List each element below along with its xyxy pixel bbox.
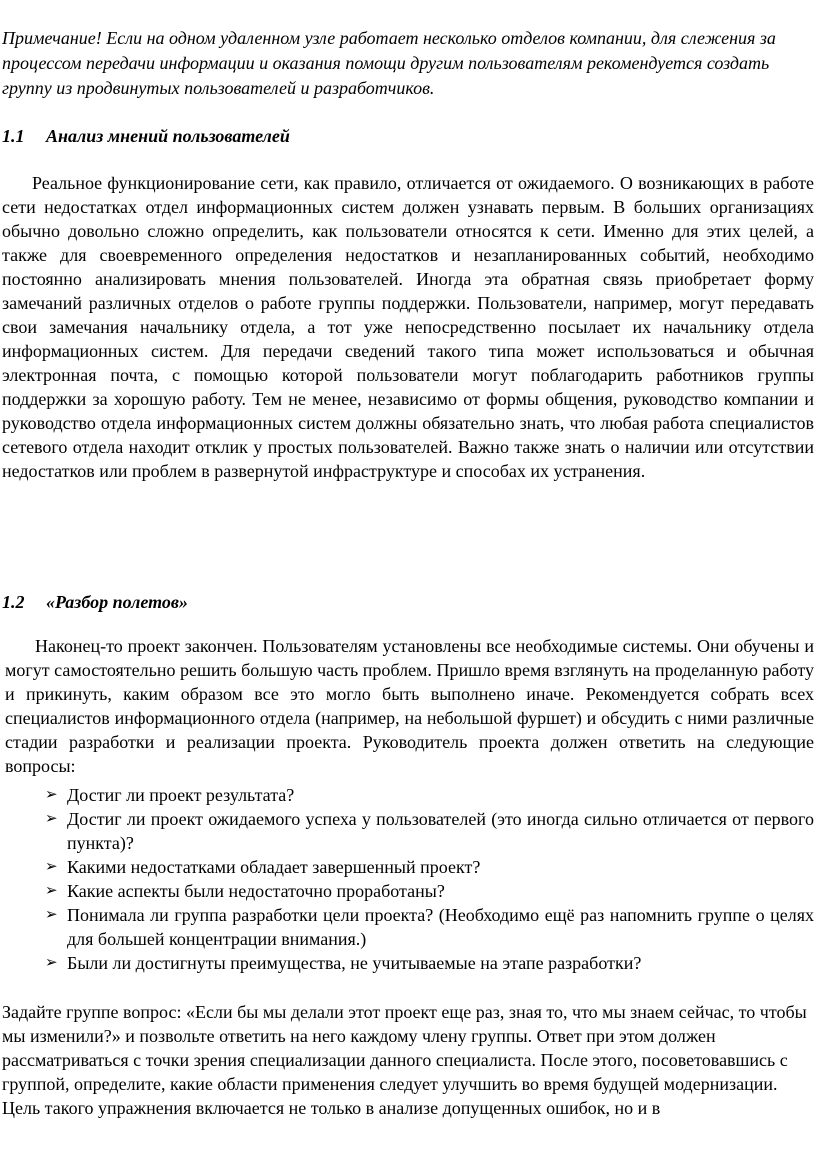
- question-list: [45, 783, 814, 975]
- list-item-text: Понимала ли группа разработки цели проекта? (Необходимо ещё раз напомнить группе о целях для большей концентрации внимания.): [67, 905, 814, 949]
- list-item-text: Достиг ли проект ожидаемого успеха у пользователей (это иногда сильно отличается от первого пункта)?: [67, 809, 814, 853]
- arrow-bullet-icon: ➢: [45, 955, 58, 971]
- list-item-text: Были ли достигнуты преимущества, не учитываемые на этапе разработки?: [67, 953, 642, 973]
- section-1-1-paragraph: Реальное функционирование сети, как правило, отличается от ожидаемого. О возникающих в работе сети недостатках отдел информационных систем должен узнавать первым. В больших организациях обычно довольно сложно определить, как пользователи относятся к сети. Именно для этих целей, а также для своевременного определения недостатков и незапланированных событий, необходимо постоянно анализировать мнения пользователей. Иногда эта обратная связь приобретает форму замечаний различных отделов о работе группы поддержки. Пользователи, например, могут передавать свои замечания начальнику отдела, а тот уже непосредственно посылает их начальнику отдела информационных систем. Для передачи сведений такого типа может использоваться и обычная электронная почта, с помощью которой пользователи могут поблагодарить работников группы поддержки за хорошую работу. Тем не менее, независимо от формы общения, руководство компании и руководство отдела информационных систем должны обязательно знать, что любая работа специалистов сетевого отдела находит отклик у простых пользователей. Важно также знать о наличии или отсутствии недостатков или проблем в развернутой инфраструктуре и способах их устранения.: [2, 173, 814, 481]
- section-title: «Разбор полетов»: [46, 592, 188, 612]
- arrow-bullet-icon: ➢: [45, 883, 58, 899]
- note-paragraph: Примечание! Если на одном удаленном узле работает несколько отделов компании, для слежения за процессом передачи информации и оказания помощи другим пользователям рекомендуется создать группу из продвинутых пользователей и разработчиков.: [2, 28, 776, 98]
- list-item-text: Какие аспекты были недостаточно проработаны?: [67, 881, 445, 901]
- arrow-bullet-icon: ➢: [45, 859, 58, 875]
- arrow-bullet-icon: ➢: [45, 787, 58, 803]
- list-item: [45, 783, 814, 807]
- list-item: [45, 879, 814, 903]
- closing-paragraph: Задайте группе вопрос: «Если бы мы делали этот проект еще раз, зная то, что мы знаем сейчас, то чтобы мы изменили?» и позвольте ответить на него каждому члену группы. Ответ при этом должен рассматриваться с точки зрения специализации данного специалиста. После этого, посоветовавшись с группой, определите, какие области применения следует улучшить во время будущей модернизации. Цель такого упражнения включается не только в анализе допущенных ошибок, но и в: [2, 1002, 807, 1118]
- list-item-text: Какими недостатками обладает завершенный проект?: [67, 857, 481, 877]
- list-item: [45, 807, 814, 855]
- arrow-bullet-icon: ➢: [45, 907, 58, 923]
- section-heading-1-1: [2, 124, 290, 148]
- section-1-2-paragraph: Наконец-то проект закончен. Пользователям установлены все необходимые системы. Они обучены и могут самостоятельно решить большую часть проблем. Пришло время взглянуть на проделанную работу и прикинуть, каким образом все это могло быть выполнено иначе. Рекомендуется собрать всех специалистов информационного отдела (например, на небольшой фуршет) и обсудить с ними различные стадии разработки и реализации проекта. Руководитель проекта должен ответить на следующие вопросы:: [5, 636, 814, 776]
- section-title: Анализ мнений пользователей: [46, 126, 290, 146]
- section-heading-1-2: [2, 590, 188, 614]
- section-number: 1.2: [2, 592, 25, 612]
- list-item: [45, 951, 814, 975]
- list-item: [45, 855, 814, 879]
- list-item: [45, 903, 814, 951]
- section-number: 1.1: [2, 126, 25, 146]
- arrow-bullet-icon: ➢: [45, 811, 58, 827]
- list-item-text: Достиг ли проект результата?: [67, 785, 295, 805]
